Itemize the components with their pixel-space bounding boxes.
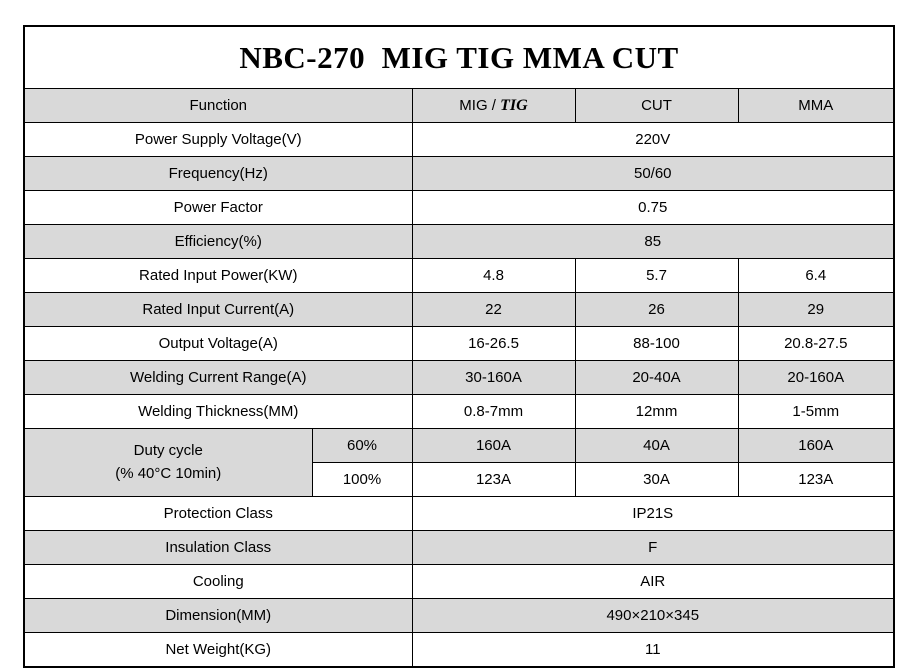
- duty-cycle-60-cut: 40A: [575, 429, 738, 463]
- title-row: [24, 26, 894, 89]
- row-dimension-label: Dimension(MM): [24, 599, 412, 633]
- spec-sheet: [23, 25, 895, 668]
- row-output-voltage-cut: 88-100: [575, 327, 738, 361]
- row-output-voltage-mma: 20.8-27.5: [738, 327, 894, 361]
- header-mma: MMA: [738, 89, 894, 123]
- row-power-factor: [24, 191, 894, 225]
- row-protection-class-label: Protection Class: [24, 497, 412, 531]
- row-rated-input-power-label: Rated Input Power(KW): [24, 259, 412, 293]
- header-row: [24, 89, 894, 123]
- row-welding-current-range-label: Welding Current Range(A): [24, 361, 412, 395]
- row-insulation-class-value: F: [412, 531, 894, 565]
- duty-cycle-60-mma: 160A: [738, 429, 894, 463]
- row-frequency-value: 50/60: [412, 157, 894, 191]
- row-insulation-class: [24, 531, 894, 565]
- row-net-weight-label: Net Weight(KG): [24, 633, 412, 668]
- row-rated-input-current-label: Rated Input Current(A): [24, 293, 412, 327]
- row-rated-input-power-mma: 6.4: [738, 259, 894, 293]
- row-dimension: [24, 599, 894, 633]
- row-rated-input-current-mig: 22: [412, 293, 575, 327]
- row-power-supply: [24, 123, 894, 157]
- duty-cycle-label-line2: (% 40°C 10min): [115, 464, 222, 482]
- duty-cycle-60-pct: 60%: [312, 429, 412, 463]
- row-frequency: [24, 157, 894, 191]
- header-function: Function: [24, 89, 412, 123]
- row-output-voltage: [24, 327, 894, 361]
- row-welding-thickness-label: Welding Thickness(MM): [24, 395, 412, 429]
- row-welding-thickness: [24, 395, 894, 429]
- row-welding-thickness-mig: 0.8-7mm: [412, 395, 575, 429]
- row-cooling-label: Cooling: [24, 565, 412, 599]
- row-welding-thickness-cut: 12mm: [575, 395, 738, 429]
- header-cut: CUT: [575, 89, 738, 123]
- duty-cycle-100-pct: 100%: [312, 463, 412, 497]
- header-mig-prefix: MIG /: [459, 96, 501, 114]
- row-rated-input-power: [24, 259, 894, 293]
- row-efficiency: [24, 225, 894, 259]
- row-output-voltage-mig: 16-26.5: [412, 327, 575, 361]
- duty-cycle-label-line1: Duty cycle: [133, 442, 203, 459]
- row-rated-input-power-cut: 5.7: [575, 259, 738, 293]
- header-tig-italic: TIG: [500, 96, 528, 114]
- spec-table: [23, 25, 895, 668]
- row-efficiency-value: 85: [412, 225, 894, 259]
- row-cooling-value: AIR: [412, 565, 894, 599]
- row-welding-current-range: [24, 361, 894, 395]
- header-mig-tig: [412, 89, 575, 123]
- row-welding-current-range-mma: 20-160A: [738, 361, 894, 395]
- row-dimension-value: 490×210×345: [412, 599, 894, 633]
- row-net-weight: [24, 633, 894, 668]
- row-frequency-label: Frequency(Hz): [24, 157, 412, 191]
- duty-cycle-label: [24, 429, 312, 497]
- row-rated-input-power-mig: 4.8: [412, 259, 575, 293]
- row-protection-class: [24, 497, 894, 531]
- row-efficiency-label: Efficiency(%): [24, 225, 412, 259]
- row-welding-thickness-mma: 1-5mm: [738, 395, 894, 429]
- row-duty-cycle-60: [24, 429, 894, 463]
- row-welding-current-range-mig: 30-160A: [412, 361, 575, 395]
- row-power-factor-value: 0.75: [412, 191, 894, 225]
- row-power-supply-label: Power Supply Voltage(V): [24, 123, 412, 157]
- row-output-voltage-label: Output Voltage(A): [24, 327, 412, 361]
- duty-cycle-60-mig: 160A: [412, 429, 575, 463]
- row-rated-input-current: [24, 293, 894, 327]
- row-cooling: [24, 565, 894, 599]
- row-net-weight-value: 11: [412, 633, 894, 668]
- duty-cycle-100-mma: 123A: [738, 463, 894, 497]
- row-power-supply-value: 220V: [412, 123, 894, 157]
- row-insulation-class-label: Insulation Class: [24, 531, 412, 565]
- row-power-factor-label: Power Factor: [24, 191, 412, 225]
- row-rated-input-current-mma: 29: [738, 293, 894, 327]
- page-title: NBC-270 MIG TIG MMA CUT: [24, 26, 894, 89]
- row-welding-current-range-cut: 20-40A: [575, 361, 738, 395]
- duty-cycle-100-mig: 123A: [412, 463, 575, 497]
- row-rated-input-current-cut: 26: [575, 293, 738, 327]
- row-protection-class-value: IP21S: [412, 497, 894, 531]
- duty-cycle-100-cut: 30A: [575, 463, 738, 497]
